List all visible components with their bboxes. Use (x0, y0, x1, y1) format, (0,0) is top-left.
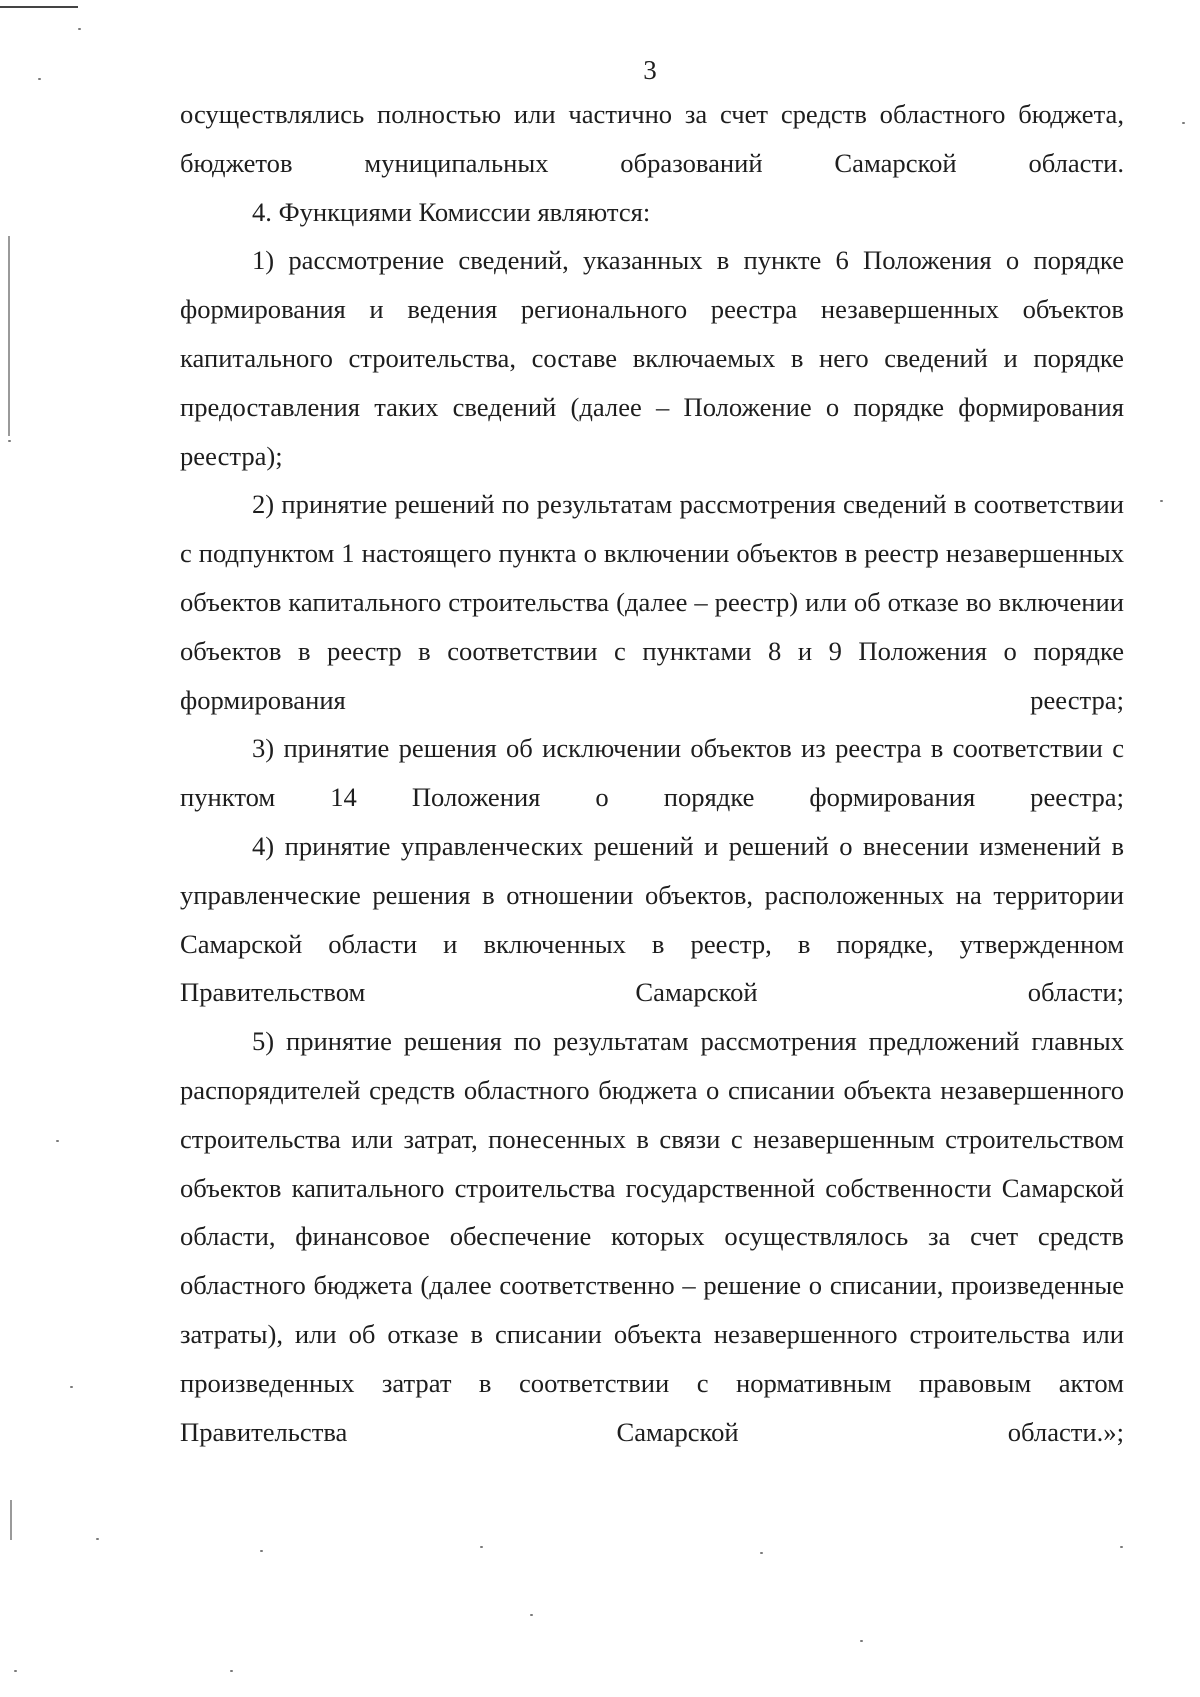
scan-speck (260, 1550, 263, 1552)
scan-speck (530, 1614, 533, 1616)
scan-speck (96, 1538, 99, 1540)
paragraph-text: 1) рассмотрение сведений, указанных в пункте 6 Положения о порядке формирования и ведения регионального реестра незавершенных объектов капитального строительства, составе включаемых в него сведений и порядке предоставления таких сведений (далее – Положение о порядке формирования реестра); (180, 245, 1124, 471)
scan-speck (56, 1140, 59, 1142)
scan-speck (78, 28, 81, 30)
paragraph-text: 2) принятие решений по результатам рассмотрения сведений в соответствии с подпунктом 1 настоящего пункта о включении объектов в реестр незавершенных объектов капитального строительства (далее – реестр) или об отказе во включении объектов в реестр в соответствии с пунктами 8 и 9 Положения о порядке формирования реестра; (180, 489, 1124, 715)
scan-speck (1182, 122, 1185, 124)
paragraph-continuation (180, 90, 1124, 188)
scan-speck (1120, 1546, 1123, 1548)
page-number: 3 (643, 55, 657, 85)
paragraph-text: 3) принятие решения об исключении объектов из реестра в соответствии с пунктом 14 Положения о порядке формирования реестра; (180, 733, 1124, 813)
paragraph-text: 4. Функциями Комиссии являются: (252, 196, 651, 227)
scan-speck (230, 1670, 233, 1672)
paragraph-text: 4) принятие управленческих решений и решений о внесении изменений в управленческие решения в отношении объектов, расположенных на территории Самарской области и включенных в реестр, в порядке, утвержденном Правительством Самарской области; (180, 830, 1124, 1008)
paragraph-item-2 (180, 480, 1124, 724)
paragraph-item-5 (180, 1017, 1124, 1456)
document-body (180, 90, 1124, 1456)
scan-speck (8, 440, 11, 442)
scan-speck (1160, 500, 1163, 502)
paragraph-item-4 (180, 822, 1124, 1017)
scan-speck (480, 1546, 483, 1548)
top-edge-rule (0, 6, 78, 8)
scan-speck (860, 1640, 863, 1642)
scan-edge-mark (10, 1500, 12, 1540)
paragraph-section-4-heading (180, 188, 1124, 237)
paragraph-item-3 (180, 724, 1124, 822)
paragraph-text: 5) принятие решения по результатам рассмотрения предложений главных распорядителей средств областного бюджета о списании объекта незавершенного строительства или затрат, понесенных в связи с незавершенным строительством объектов капитального строительства государственной собственности Самарской области, финансовое обеспечение которых осуществлялось за счет средств областного бюджета (далее соответственно – решение о списании, произведенные затраты), или об отказе в списании объекта незавершенного строительства или произведенных затрат в соответствии с нормативным правовым актом Правительства Самарской области.»; (180, 1026, 1124, 1447)
scan-speck (760, 1552, 763, 1554)
paragraph-text: осуществлялись полностью или частично за счет средств областного бюджета, бюджетов муниципальных образований Самарской области. (180, 99, 1124, 178)
scan-edge-mark (8, 236, 10, 436)
paragraph-item-1 (180, 236, 1124, 480)
scan-speck (14, 1670, 17, 1672)
scan-speck (38, 78, 41, 80)
scan-speck (70, 1386, 73, 1388)
